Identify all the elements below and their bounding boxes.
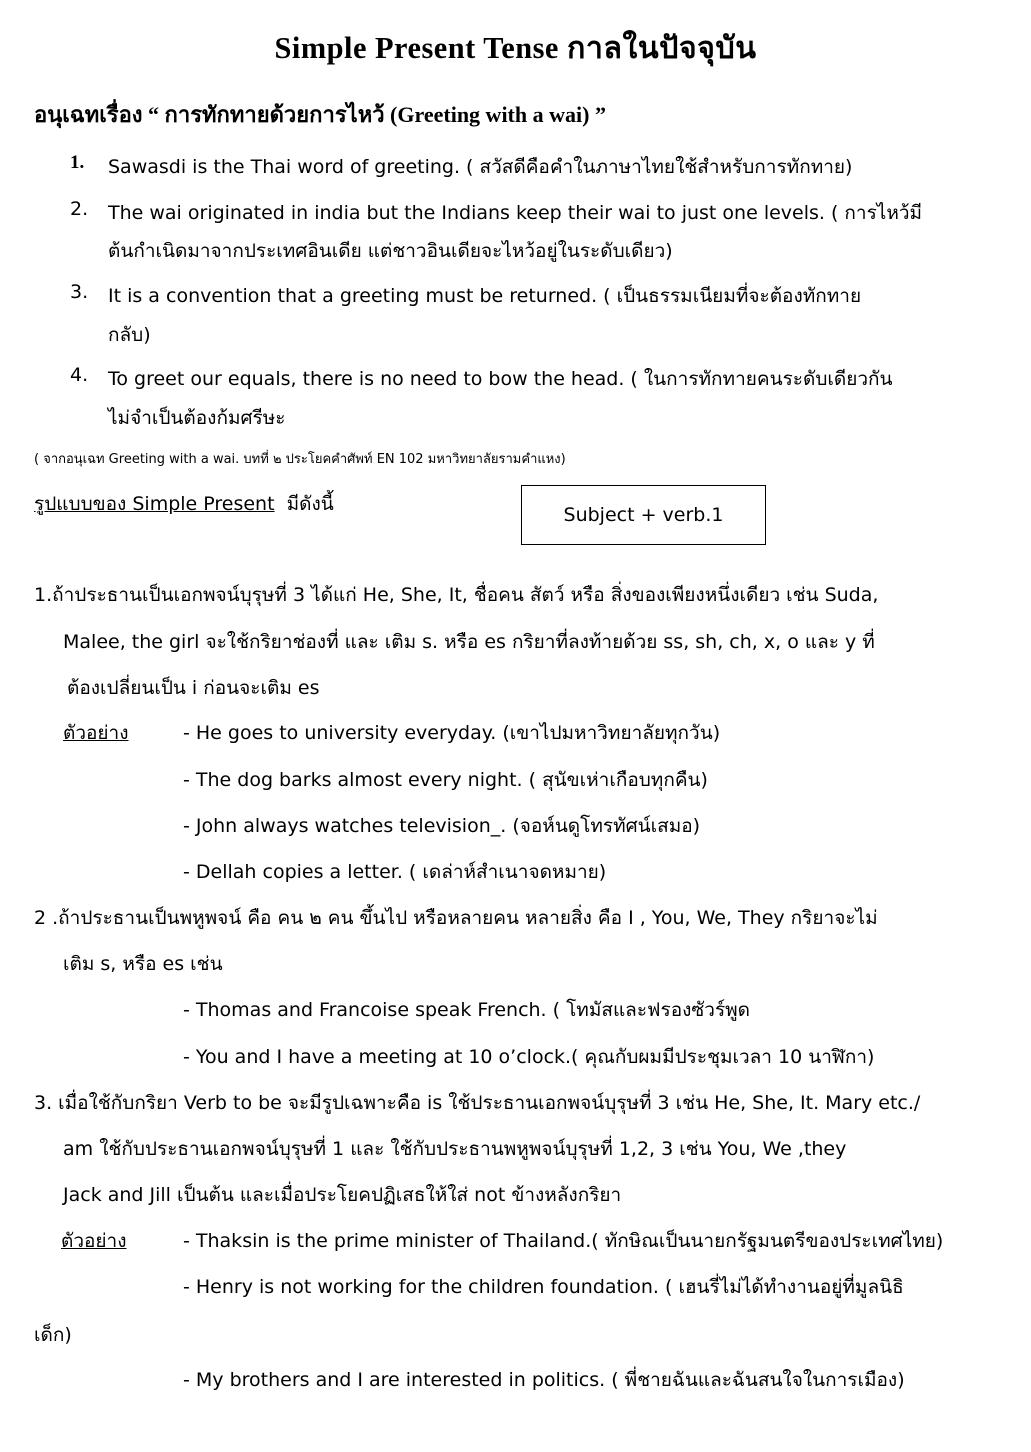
rule-line: 3. เมื่อใช้กับกริยา Verb to be จะมีรูปเฉพาะคือ is ใช้ประธานเอกพจน์บุรุษที่ 3 เช่น He, She, It. Mary etc./ [34, 1092, 921, 1114]
example-sentence: - You and I have a meeting at 10 o’clock.( คุณกับผมมีประชุมเวลา 10 นาฬิกา) [183, 1046, 875, 1068]
rule-line: เติม s, หรือ es เช่น [63, 953, 223, 975]
passage-item-text: The wai originated in india but the Indians keep their wai to just one levels. ( การไหว้มี [108, 202, 923, 224]
passage-item-number: 1. [70, 152, 85, 173]
example-label: ตัวอย่าง [61, 1230, 127, 1252]
rule-line: Malee, the girl จะใช้กริยาช่องที่ และ เติม s. หรือ es กริยาที่ลงท้ายด้วย ss, sh, ch, x, o และ y ที่ [63, 631, 875, 653]
passage-item-text: ไม่จำเป็นต้องก้มศรีษะ [108, 407, 286, 429]
rule-line: Jack and Jill เป็นต้น และเมื่อประโยคปฏิเสธให้ใส่ not ข้างหลังกริยา [63, 1184, 622, 1206]
example-sentence: - He goes to university everyday. (เขาไปมหาวิทยาลัยทุกวัน) [183, 722, 721, 744]
passage-item-number: 4. [70, 364, 89, 386]
passage-item-text: ต้นกำเนิดมาจากประเทศอินเดีย แต่ชาวอินเดียจะไหว้อยู่ในระดับเดียว) [108, 240, 673, 262]
passage-item-text: Sawasdi is the Thai word of greeting. ( สวัสดีคือคำในภาษาไทยใช้สำหรับการทักทาย) [108, 156, 853, 178]
formula-text: Subject + verb.1 [563, 504, 724, 526]
example-sentence: - John always watches television_. (จอห์นดูโทรทัศน์เสมอ) [183, 815, 701, 837]
rule-line: am ใช้กับประธานเอกพจน์บุรุษที่ 1 และ ใช้กับประธานพหูพจน์บุรุษที่ 1,2, 3 เช่น You, We ,they [63, 1138, 847, 1160]
example-sentence-continuation: เด็ก) [34, 1324, 72, 1346]
form-heading [34, 489, 334, 519]
passage-item-text: To greet our equals, there is no need to bow the head. ( ในการทักทายคนระดับเดียวกัน [108, 368, 893, 390]
source-note: ( จากอนุเฉท Greeting with a wai. บทที่ ๒ ประโยคคำศัพท์ EN 102 มหาวิทยาลัยรามคำแหง) [34, 452, 566, 467]
formula-box [521, 485, 766, 545]
example-sentence: - The dog barks almost every night. ( สุนัขเห่าเกือบทุกคืน) [183, 769, 708, 791]
passage-item-number: 2. [70, 198, 89, 220]
page-title: Simple Present Tense กาลในปัจจุบัน [274, 31, 757, 65]
passage-item-text: It is a convention that a greeting must be returned. ( เป็นธรรมเนียมที่จะต้องทักทาย [108, 285, 862, 307]
example-sentence: - Dellah copies a letter. ( เดล่าห์สำเนาจดหมาย) [183, 861, 607, 883]
example-sentence: - My brothers and I are interested in politics. ( พี่ชายฉันและฉันสนใจในการเมือง) [183, 1369, 905, 1391]
form-suffix: มีดังนี้ [286, 493, 334, 515]
passage-heading: อนุเฉทเรื่อง “ การทักทายด้วยการไหว้ (Greeting with a wai) ” [34, 102, 606, 127]
passage-item-text: กลับ) [108, 324, 151, 346]
example-sentence: - Henry is not working for the children foundation. ( เฮนรี่ไม่ได้ทำงานอยู่ที่มูลนิธิ [183, 1276, 904, 1298]
example-label: ตัวอย่าง [63, 722, 129, 744]
rule-line: ต้องเปลี่ยนเป็น i ก่อนจะเติม es [67, 677, 320, 699]
form-label: รูปแบบของ Simple Present [34, 493, 275, 515]
example-sentence: - Thomas and Francoise speak French. ( โทมัสและฟรองซัวร์พูด [183, 999, 751, 1021]
example-sentence: - Thaksin is the prime minister of Thailand.( ทักษิณเป็นนายกรัฐมนตรีของประเทศไทย) [183, 1230, 944, 1252]
rule-line: 1.ถ้าประธานเป็นเอกพจน์บุรุษที่ 3 ได้แก่ He, She, It, ชื่อคน สัตว์ หรือ สิ่งของเพียงหนึ่งเดียว เช่น Suda, [34, 584, 879, 606]
rule-line: 2 .ถ้าประธานเป็นพหูพจน์ คือ คน ๒ คน ขึ้นไป หรือหลายคน หลายสิ่ง คือ I , You, We, They กริยาจะไม่ [34, 907, 878, 929]
passage-item-number: 3. [70, 281, 89, 303]
